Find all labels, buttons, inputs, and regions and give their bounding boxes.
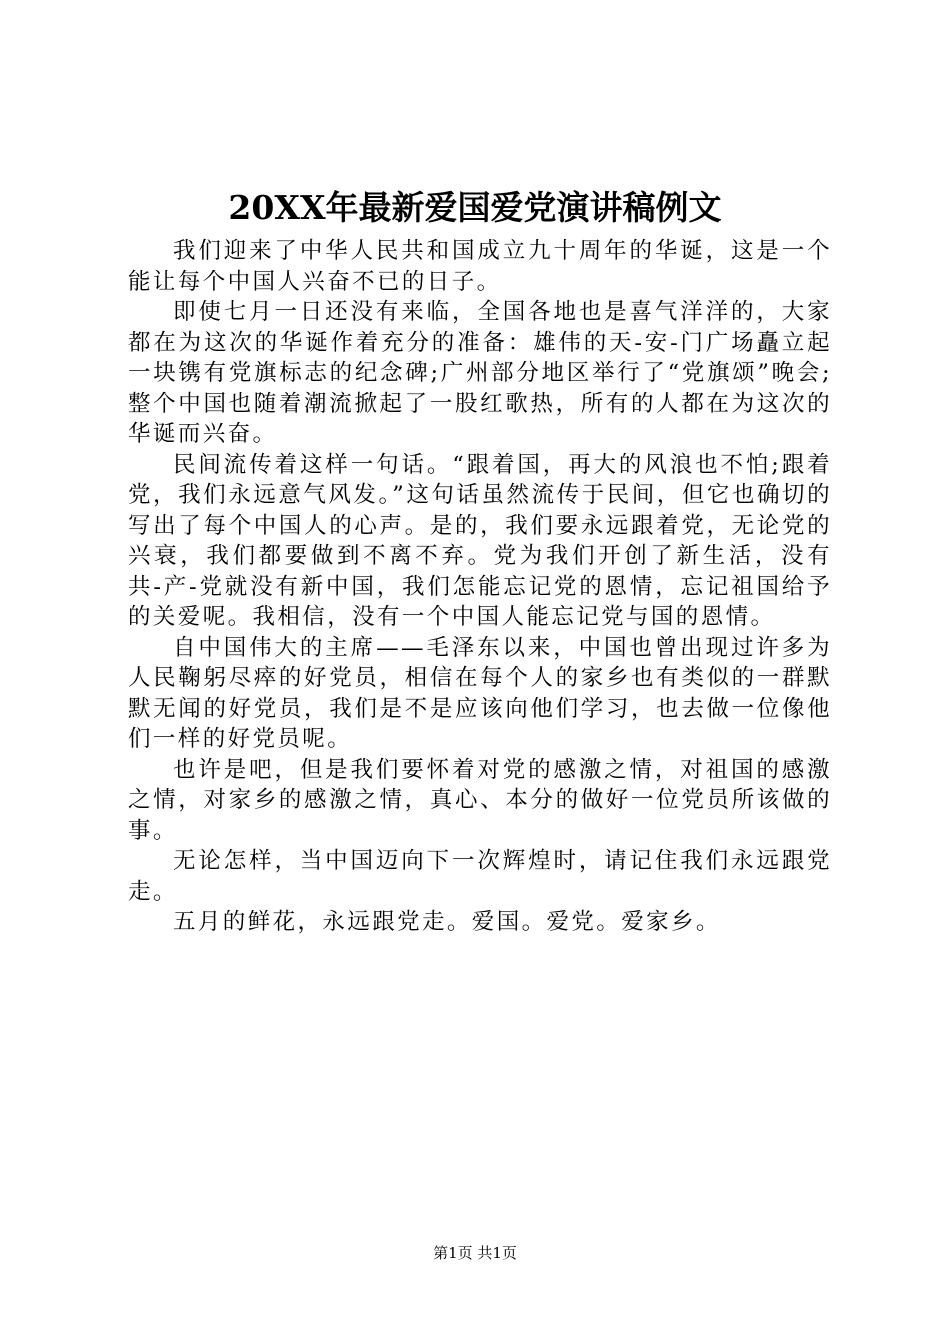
document-body <box>128 236 832 938</box>
paragraph-2: 即使七月一日还没有来临，全国各地也是喜气洋洋的，大家都在为这次的华诞作着充分的准备：雄伟的天-安-门广场矗立起一块镌有党旗标志的纪念碑;广州部分地区举行了“党旗颂”晚会;整个中国也随着潮流掀起了一股红歌热，所有的人都在为这次的华诞而兴奋。 <box>128 299 832 447</box>
paragraph-4: 自中国伟大的主席——毛泽东以来，中国也曾出现过许多为人民鞠躬尽瘁的好党员，相信在每个人的家乡也有类似的一群默默无闻的好党员，我们是不是应该向他们学习，也去做一位像他们一样的好党员呢。 <box>128 634 832 752</box>
document-title: 20XX年最新爱国爱党演讲稿例文 <box>228 188 722 227</box>
paragraph-1: 我们迎来了中华人民共和国成立九十周年的华诞，这是一个能让每个中国人兴奋不已的日子。 <box>128 238 832 295</box>
paragraph-6: 无论怎样，当中国迈向下一次辉煌时，请记住我们永远跟党走。 <box>128 848 832 905</box>
paragraph-5: 也许是吧，但是我们要怀着对党的感激之情，对祖国的感激之情，对家乡的感激之情，真心、本分的做好一位党员所该做的事。 <box>128 756 832 844</box>
paragraph-3: 民间流传着这样一句话。“跟着国，再大的风浪也不怕;跟着党，我们永远意气风发。”这句话虽然流传于民间，但它也确切的写出了每个中国人的心声。是的，我们要永远跟着党，无论党的兴衰，我们都要做到不离不弃。党为我们开创了新生活，没有共-产-党就没有新中国，我们怎能忘记党的恩情，忘记祖国给予的关爱呢。我相信，没有一个中国人能忘记党与国的恩情。 <box>128 451 832 630</box>
paragraph-7: 五月的鲜花，永远跟党走。爱国。爱党。爱家乡。 <box>173 909 721 935</box>
page-footer: 第1页 共1页 <box>433 1244 517 1262</box>
